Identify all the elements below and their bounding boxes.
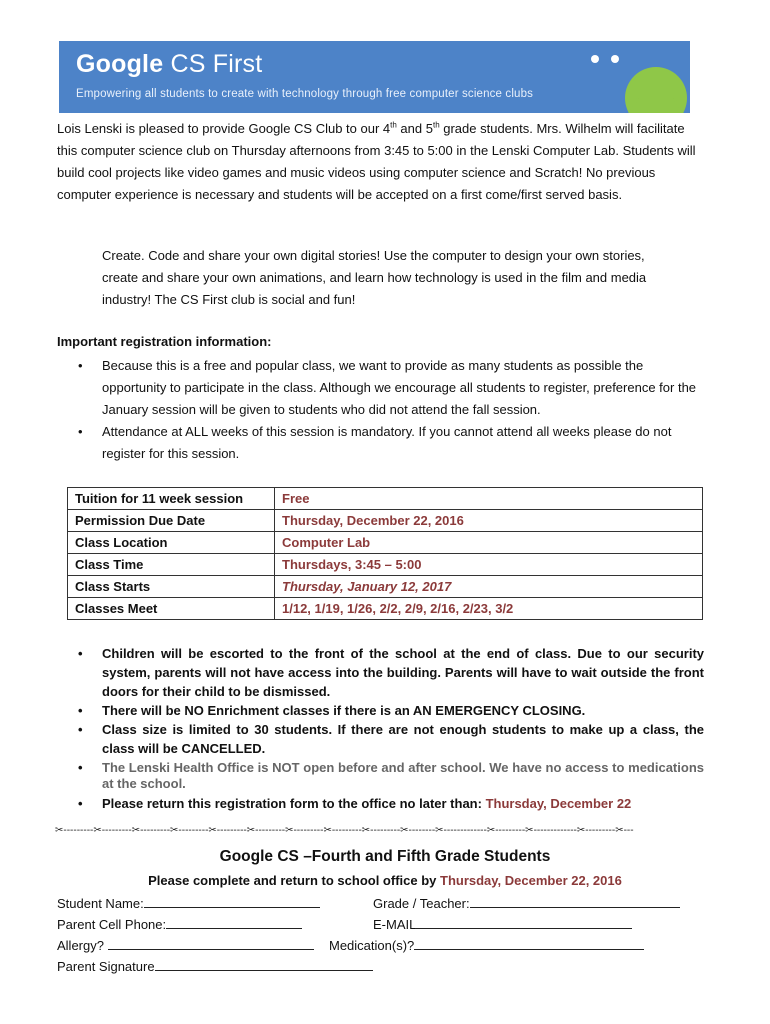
banner-tagline: Empowering all students to create with technology through free computer science clubs: [76, 88, 534, 100]
parent-signature-field[interactable]: [155, 958, 373, 971]
club-description: Create. Code and share your own digital stories! Use the computer to design your own stories, create and share your own animations, and learn how technology is used in the film and media industry! The CS First club is social and fun!: [102, 248, 647, 307]
list-item: • Attendance at ALL weeks of this session is mandatory. If you cannot attend all weeks please do not register for this session.: [78, 424, 672, 461]
cs-first-banner: [59, 41, 690, 113]
student-name-field[interactable]: [144, 895, 320, 908]
parent-cell-row: Parent Cell Phone:: [57, 916, 302, 932]
table-row: Class Time Thursdays, 3:45 – 5:00: [68, 554, 703, 576]
list-item: • Because this is a free and popular class, we want to provide as many students as possible the opportunity to participate in the class. Although we encourage all students to register, preference for the January session will be given to students who did not attend the fall session.: [78, 358, 697, 417]
table-row: Class Location Computer Lab: [68, 532, 703, 554]
table-row: Tuition for 11 week session Free: [68, 488, 703, 510]
parent-cell-field[interactable]: [166, 916, 302, 929]
class-info-table: [67, 487, 703, 620]
banner-title: Google CS First: [76, 50, 263, 78]
scissors-cut-line: ✂---------✂---------✂---------✂---------✂---------✂---------✂---------✂---------✂---------✂--------✂-------------✂---------✂-------------✂---------✂---: [55, 825, 634, 836]
student-name-row: Student Name:: [57, 895, 320, 911]
signature-row: Parent Signature: [57, 958, 373, 974]
list-item: • Please return this registration form to the office no later than: Thursday, December 22: [78, 796, 632, 811]
notes-list: [78, 644, 704, 813]
form-title: Google CS –Fourth and Fifth Grade Students: [219, 848, 551, 865]
form-subtitle: Please complete and return to school office by Thursday, December 22, 2016: [148, 873, 622, 888]
registration-heading: Important registration information:: [57, 334, 272, 349]
medications-row: Medication(s)?: [329, 937, 644, 953]
list-item: • Children will be escorted to the front of the school at the end of class. Due to our security system, parents will not have access into the building. Parents will have to wait outside the front doors for their child to be dismissed.: [78, 646, 704, 699]
list-item: • The Lenski Health Office is NOT open before and after school. We have no access to medications at the school.: [78, 760, 704, 791]
mascot-eye-right-icon: [611, 55, 619, 63]
grade-teacher-field[interactable]: [470, 895, 680, 908]
list-item: • Class size is limited to 30 students. If there are not enough students to make up a class, the class will be CANCELLED.: [78, 722, 704, 756]
email-field[interactable]: [416, 916, 632, 929]
email-row: E-MAIL: [373, 916, 632, 932]
grade-teacher-row: Grade / Teacher:: [373, 895, 680, 911]
intro-paragraph: Lois Lenski is pleased to provide Google CS Club to our 4th and 5th grade students. Mrs. Wilhelm will facilitate this computer science club on Thursday afternoons from 3:45 to 5:00 in the Lenski Computer Lab. Students will build cool projects like video games and music videos using computer science and Scratch! No previous computer experience is necessary and students will be accepted on a first come/first served basis.: [57, 120, 696, 202]
table-row: Class Starts Thursday, January 12, 2017: [68, 576, 703, 598]
medications-field[interactable]: [414, 937, 644, 950]
allergy-row: Allergy?: [57, 937, 314, 953]
table-row: Permission Due Date Thursday, December 22, 2016: [68, 510, 703, 532]
mascot-eye-left-icon: [591, 55, 599, 63]
list-item: • There will be NO Enrichment classes if there is an AN EMERGENCY CLOSING.: [78, 703, 586, 718]
registration-bullets: [78, 355, 708, 465]
allergy-field[interactable]: [108, 937, 314, 950]
table-row: Classes Meet 1/12, 1/19, 1/26, 2/2, 2/9, 2/16, 2/23, 3/2: [68, 598, 703, 620]
